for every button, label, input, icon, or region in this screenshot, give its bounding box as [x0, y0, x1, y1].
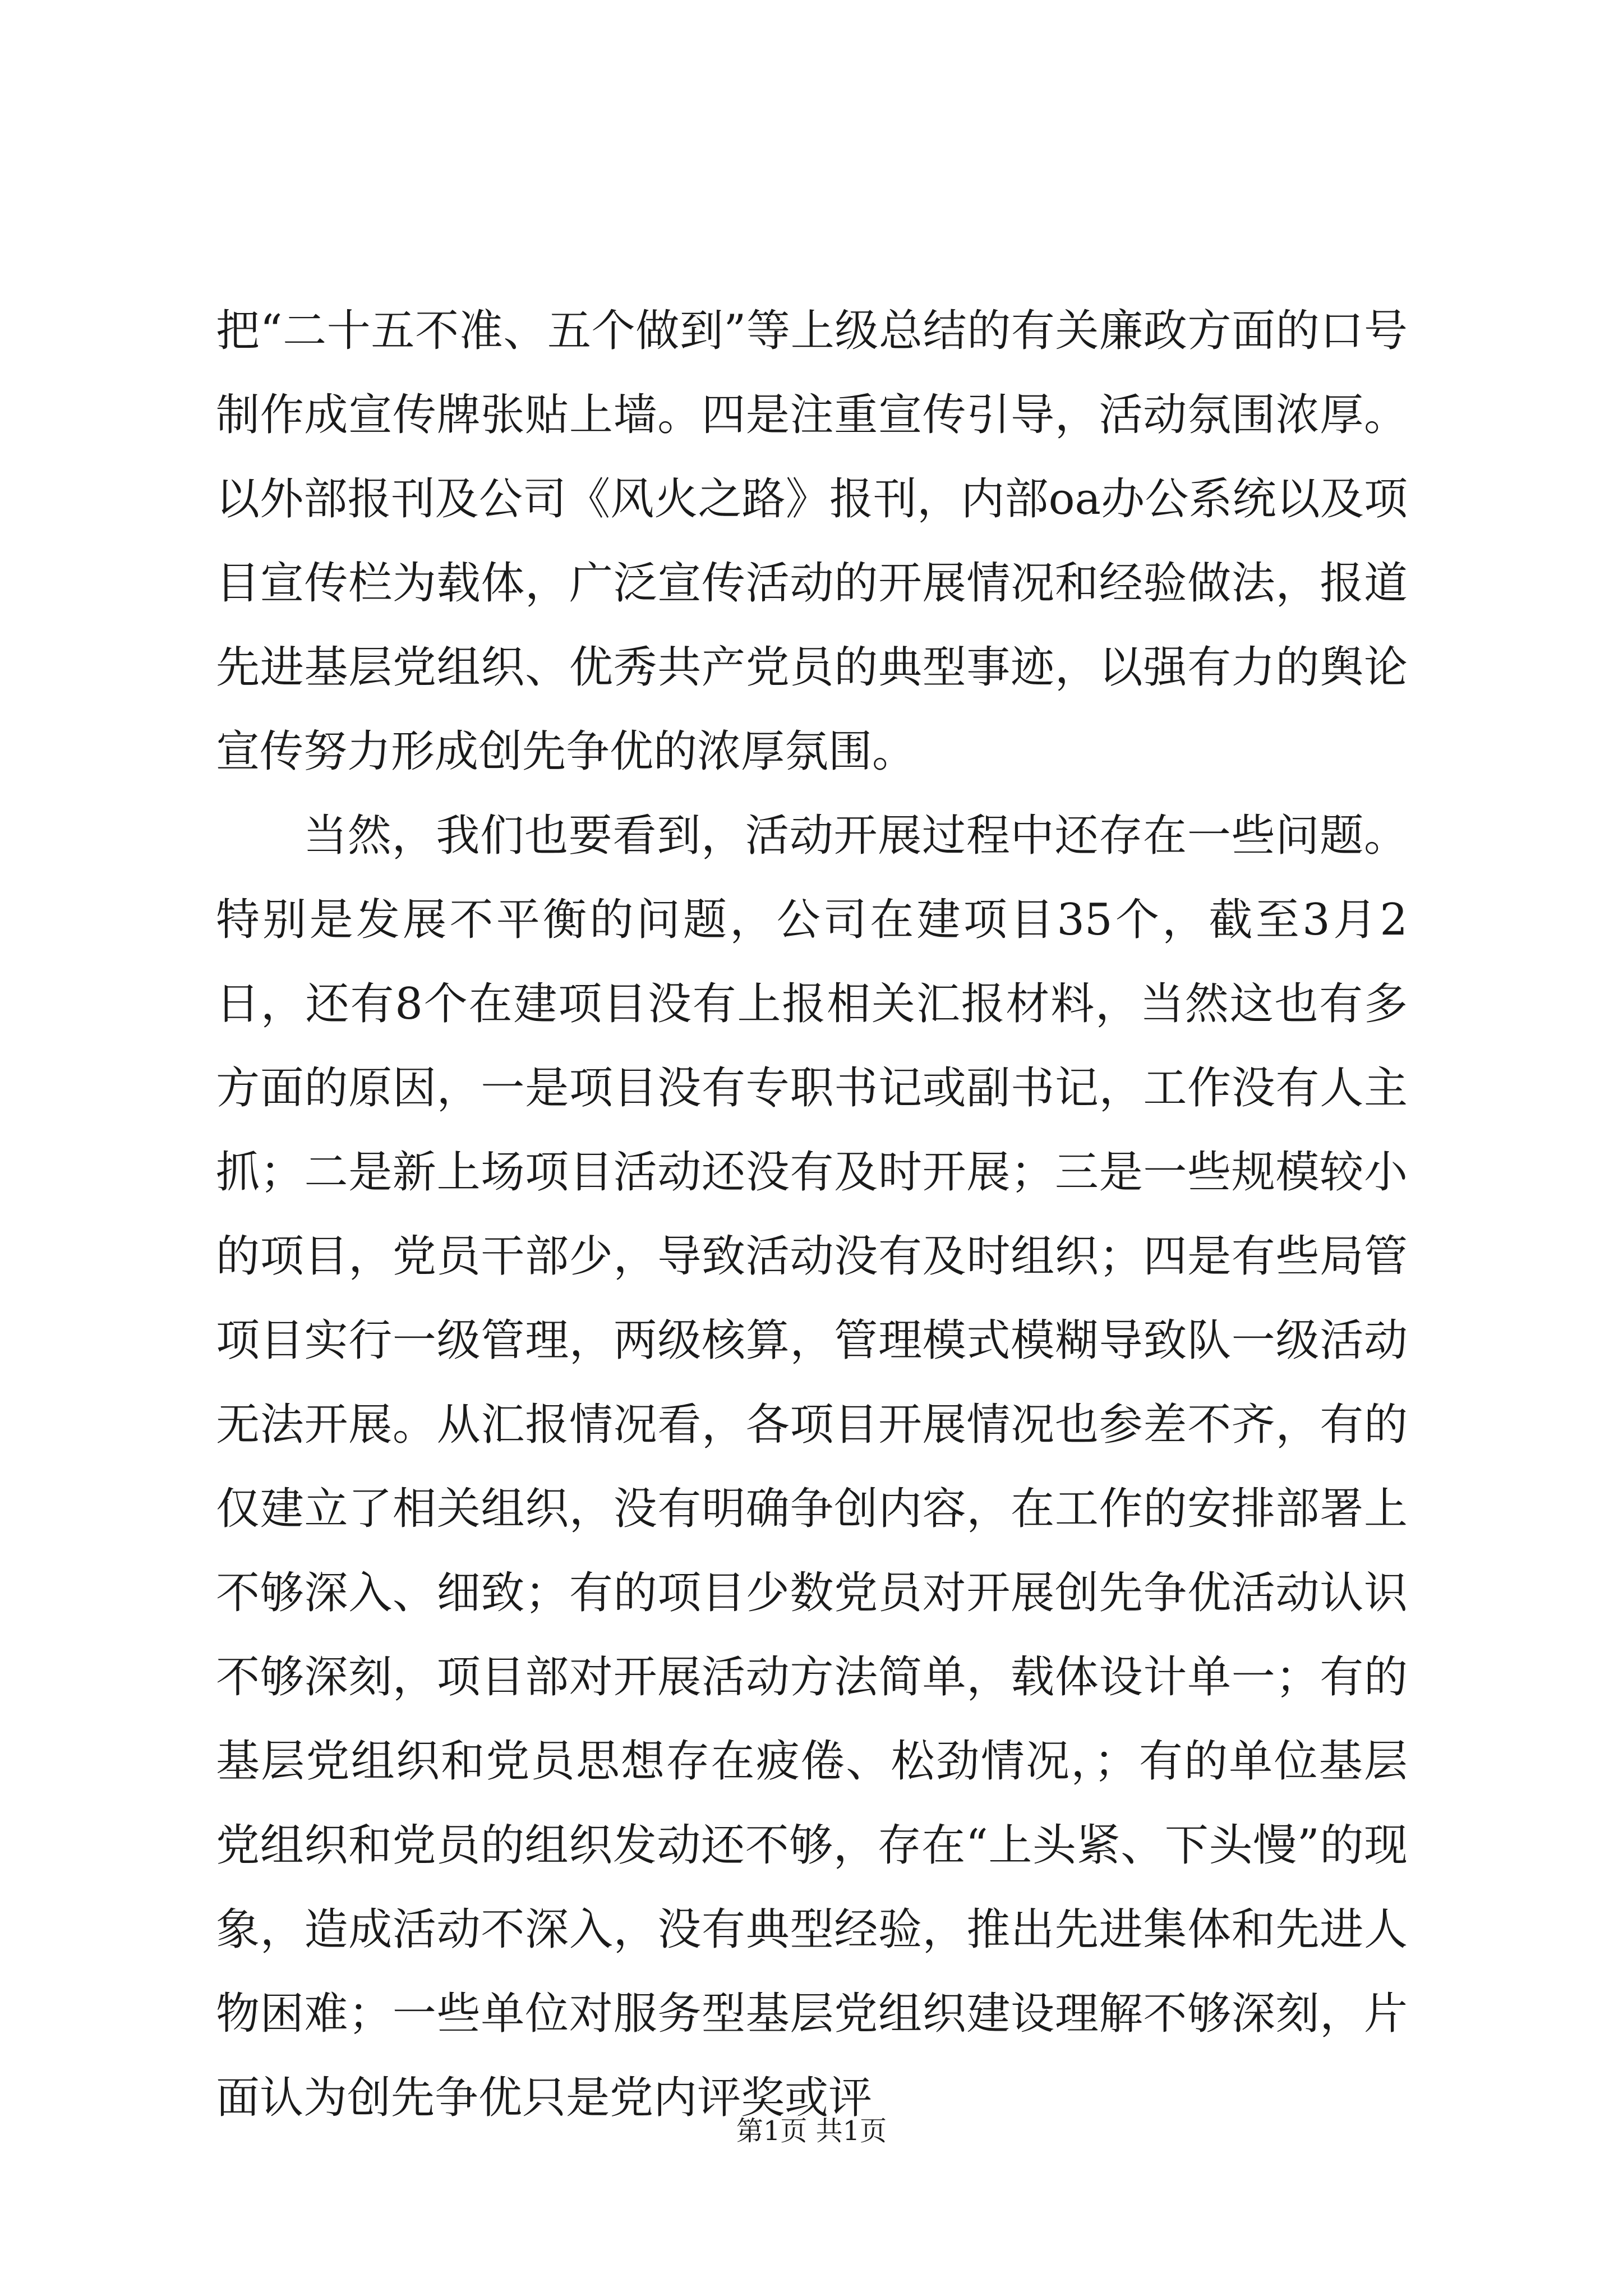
paragraph-2: 当然，我们也要看到，活动开展过程中还存在一些问题。特别是发展不平衡的问题，公司在建项目35个，截至3月2日，还有8个在建项目没有上报相关汇报材料，当然这也有多方面的原因，一是项目没有专职书记或副书记，工作没有人主抓；二是新上场项目活动还没有及时开展；三是一些规模较小的项目，党员干部少，导致活动没有及时组织；四是有些局管项目实行一级管理，两级核算，管理模式模糊导致队一级活动无法开展。从汇报情况看，各项目开展情况也参差不齐，有的仅建立了相关组织，没有明确争创内容，在工作的安排部署上不够深入、细致；有的项目少数党员对开展创先争优活动认识不够深刻，项目部对开展活动方法简单，载体设计单一；有的基层党组织和党员思想存在疲倦、松劲情况，；有的单位基层党组织和党员的组织发动还不够，存在“上头紧、下头慢”的现象，造成活动不深入，没有典型经验，推出先进集体和先进人物困难；一些单位对服务型基层党组织建设理解不够深刻，片面认为创先争优只是党内评奖或评 — [216, 811, 1408, 2123]
page-footer: 第1页 共1页 — [736, 2115, 887, 2147]
document-body — [216, 289, 1408, 2140]
paragraph-1: 把“二十五不准、五个做到”等上级总结的有关廉政方面的口号制作成宣传牌张贴上墙。四是注重宣传引导，活动氛围浓厚。以外部报刊及公司《风火之路》报刊，内部oa办公系统以及项目宣传栏为载体，广泛宣传活动的开展情况和经验做法，报道先进基层党组织、优秀共产党员的典型事迹，以强有力的舆论宣传努力形成创先争优的浓厚氛围。 — [216, 306, 1408, 777]
